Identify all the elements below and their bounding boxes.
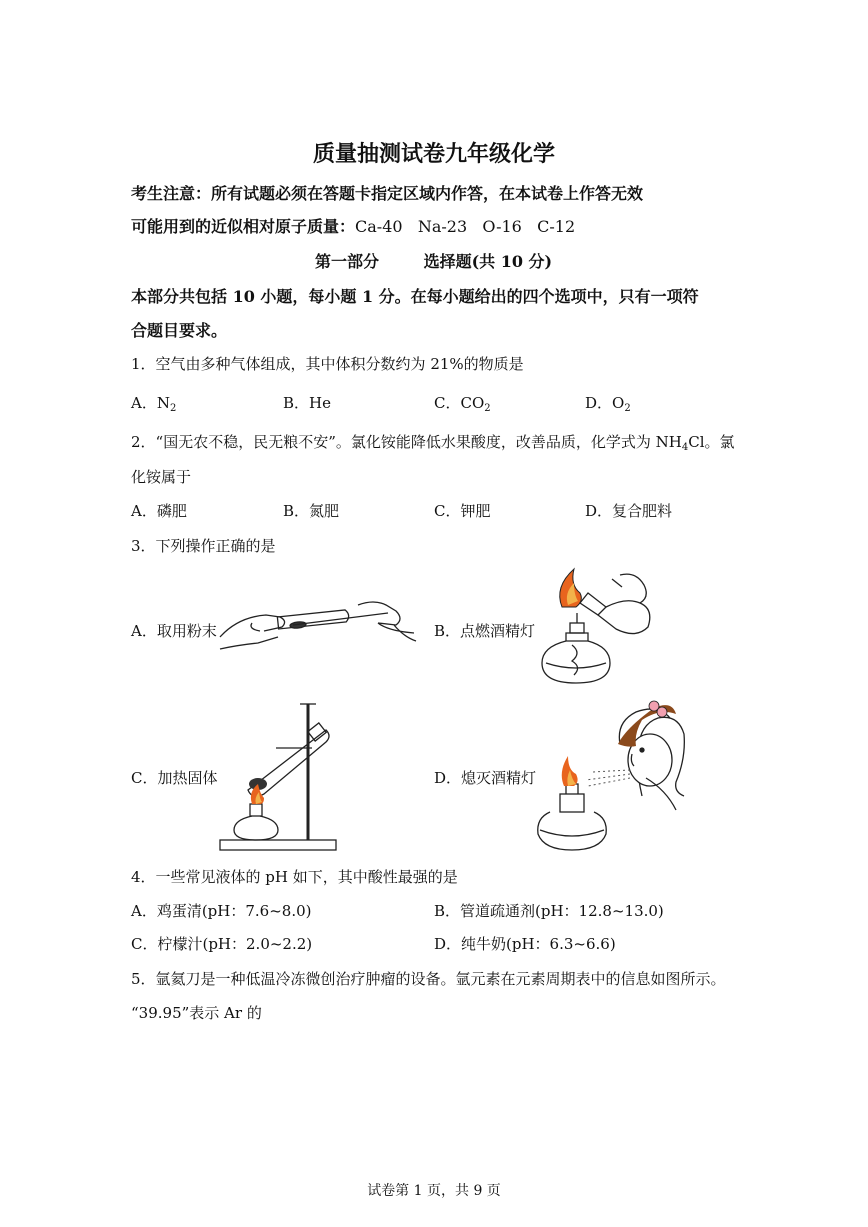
page-title: 质量抽测试卷九年级化学: [312, 141, 555, 167]
q3-option-b[interactable]: B．点燃酒精灯: [434, 622, 536, 640]
q3-option-c[interactable]: C．加热固体: [131, 769, 218, 787]
q2-stem-line1-end: Cl。氯: [688, 433, 735, 451]
q2-stem-line1-text: 2．“国无农不稳，民无粮不安”。氯化铵能降低水果酸度，改善品质，化学式为 NH: [131, 433, 682, 451]
q2-stem-line1: [131, 431, 735, 453]
q2-stem-line2: 化铵属于: [131, 468, 192, 486]
part1-desc-line2: 合题目要求。: [131, 321, 228, 340]
q1-option-c[interactable]: [434, 392, 491, 414]
q4-stem: 4．一些常见液体的 pH 如下，其中酸性最强的是: [131, 868, 458, 886]
q1-option-a[interactable]: [131, 392, 176, 414]
q3-stem: 3．下列操作正确的是: [131, 537, 276, 555]
part1-desc-line1: 本部分共包括 10 小题，每小题 1 分。在每小题给出的四个选项中，只有一项符: [131, 287, 699, 306]
q1-option-d[interactable]: [585, 392, 631, 414]
q1-option-a-letter: A．: [131, 394, 157, 412]
q1-option-a-formula: N: [156, 394, 170, 412]
q1-option-c-subscript: 2: [484, 403, 491, 414]
heating-solid-illustration: [216, 700, 340, 854]
q1-option-c-letter: C．: [434, 394, 461, 412]
q5-stem-line2: “39.95”表示 Ar 的: [131, 1004, 262, 1022]
q2-option-b[interactable]: B．氮肥: [283, 502, 340, 520]
q4-option-b[interactable]: B．管道疏通剂(pH：12.8~13.0): [434, 902, 664, 920]
q4-option-d[interactable]: D．纯牛奶(pH：6.3~6.6): [434, 935, 616, 953]
q3-option-a[interactable]: A．取用粉末: [131, 622, 217, 640]
exam-notice: 考生注意：所有试题必须在答题卡指定区域内作答，在本试卷上作答无效: [131, 184, 644, 203]
page-footer: 试卷第 1 页，共 9 页: [367, 1183, 501, 1199]
q1-option-a-subscript: 2: [169, 403, 177, 414]
q4-option-a[interactable]: A．鸡蛋清(pH：7.6~8.0): [131, 902, 312, 920]
atomic-mass-line: [131, 214, 575, 237]
extinguishing-lamp-illustration: [536, 700, 686, 852]
atomic-mass-label: 可能用到的近似相对原子质量：: [131, 217, 356, 236]
q1-option-b[interactable]: B．He: [283, 394, 331, 412]
q1-option-d-formula: O: [612, 394, 625, 412]
powder-test-tube-illustration: [218, 597, 418, 657]
q1-option-d-letter: D．: [585, 394, 613, 412]
q1-stem: 1．空气由多种气体组成，其中体积分数约为 21%的物质是: [131, 355, 524, 373]
q3-option-d[interactable]: D．熄灭酒精灯: [434, 769, 537, 787]
q4-option-c[interactable]: C．柠檬汁(pH：2.0~2.2): [131, 935, 313, 953]
atomic-mass-values: Ca-40 Na-23 O-16 C-12: [355, 217, 576, 236]
part1-title: 第一部分 选择题(共 10 分): [315, 252, 553, 271]
q1-option-c-formula: CO: [460, 394, 485, 412]
q1-option-d-subscript: 2: [624, 403, 631, 414]
q2-option-a[interactable]: A．磷肥: [131, 502, 187, 520]
q2-stem-subscript: 4: [681, 442, 689, 453]
q2-option-c[interactable]: C．钾肥: [434, 502, 491, 520]
q5-stem-line1: 5．氩氦刀是一种低温冷冻微创治疗肿瘤的设备。氩元素在元素周期表中的信息如图所示。: [131, 970, 726, 988]
q2-option-d[interactable]: D．复合肥料: [585, 502, 673, 520]
lighting-lamp-illustration: [536, 567, 666, 689]
